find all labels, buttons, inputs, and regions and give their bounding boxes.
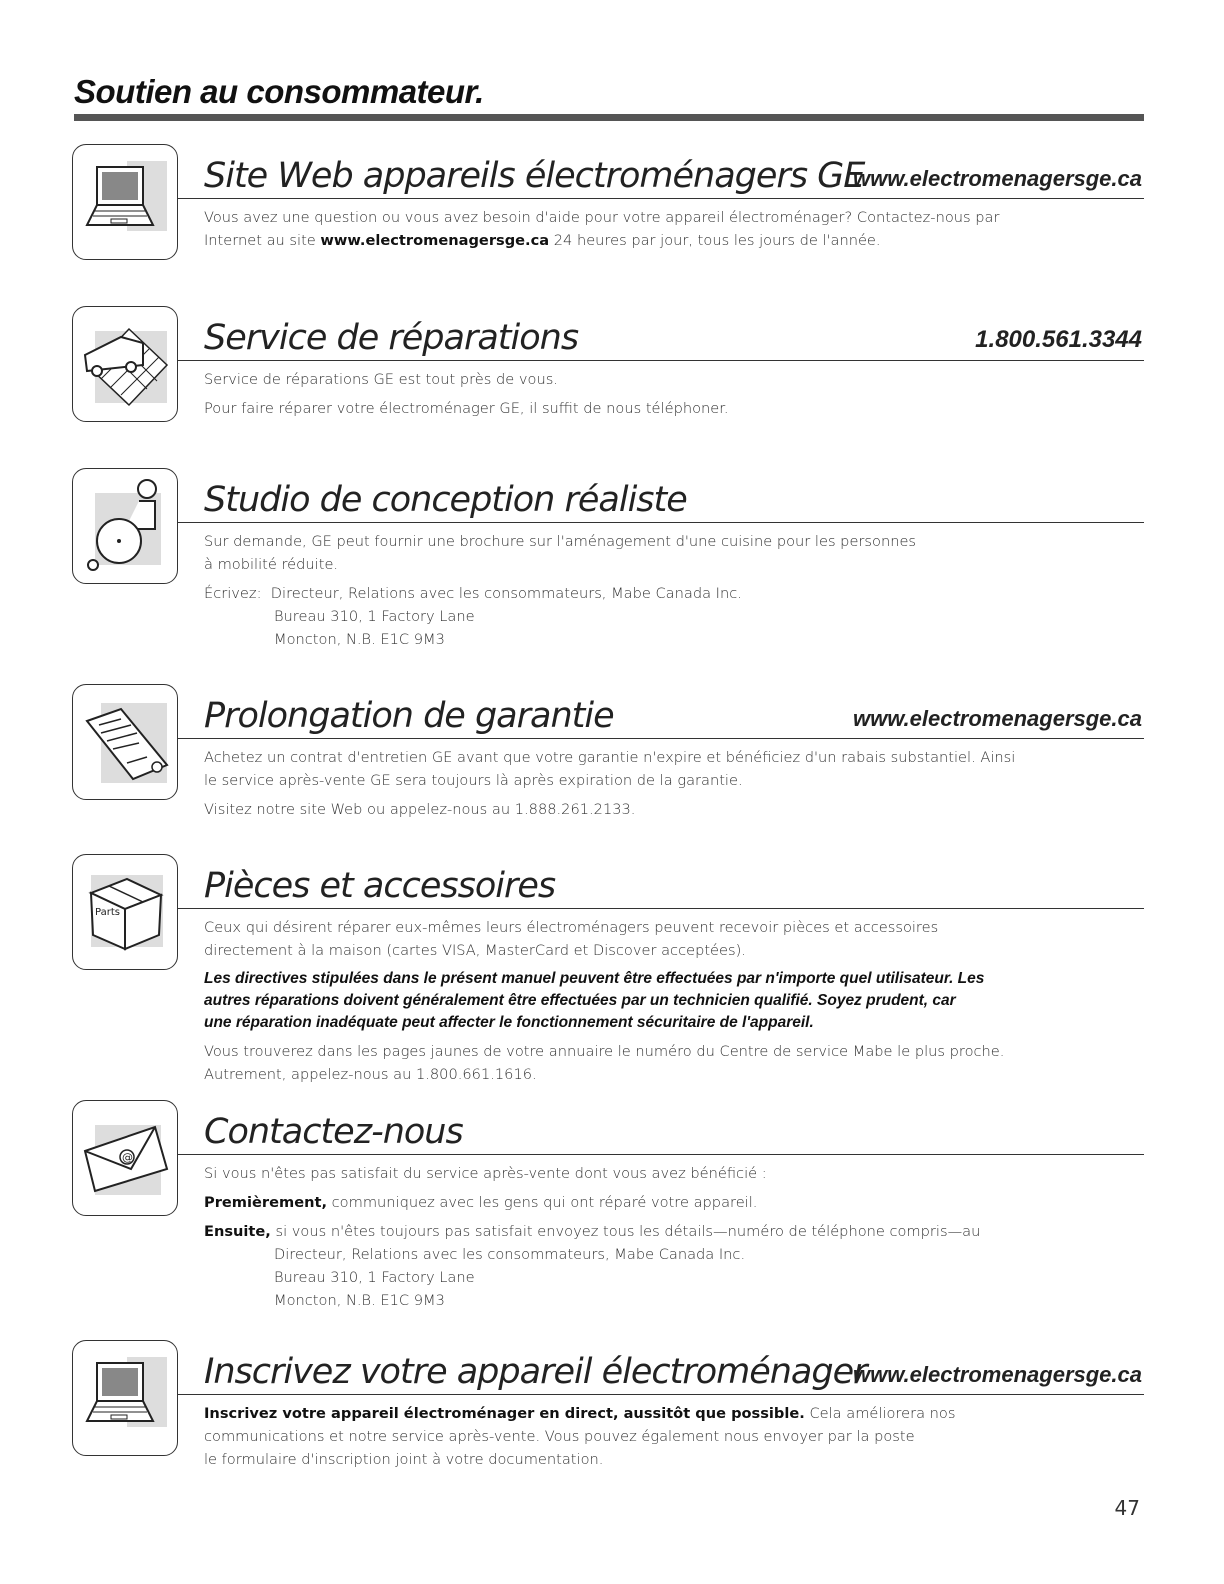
address-line: Bureau 310, 1 Factory Lane [274,1269,475,1286]
body-line [204,1402,1144,1425]
page-title: Soutien au consommateur. [74,73,484,110]
wheelchair-icon [81,479,169,573]
section-body [204,916,1144,1092]
certificate-icon-box [72,684,178,800]
svg-text:@: @ [122,1151,133,1164]
certificate-icon [81,695,169,789]
envelope-icon [81,1111,169,1205]
section-head [178,468,1144,523]
section-body [204,206,1144,258]
service-van-icon [81,317,169,411]
body-line: Achetez un contrat d'entretien GE avant que votre garantie n'expire et bénéficiez d'un rabais substantiel. Ainsi [204,749,1016,766]
parts-label: Parts [95,907,120,918]
section-body [204,1402,1144,1471]
parts-box-icon-box [72,854,178,970]
address-line [204,582,1144,605]
website-link[interactable]: www.electromenagersge.ca [853,1362,1142,1387]
address-line: Directeur, Relations avec les consommateurs, Mabe Canada Inc. [274,1246,746,1263]
section-title: Prolongation de garantie [204,696,614,736]
body-line: Autrement, appelez-nous au 1.800.661.1616. [204,1066,537,1083]
then-label: Ensuite, [204,1223,271,1240]
laptop-icon-box [72,1340,178,1456]
text: communiquez avec les gens qui ont réparé votre appareil. [331,1194,758,1211]
body-line: directement à la maison (cartes VISA, MasterCard et Discover acceptées). [204,942,746,959]
body-line: le formulaire d'inscription joint à votre documentation. [204,1451,604,1468]
section-website [72,144,1144,264]
write-label: Écrivez: [204,585,262,602]
body-line: Ceux qui désirent réparer eux-mêmes leurs électroménagers peuvent recevoir pièces et accessoires [204,919,939,936]
section-contact [72,1100,1144,1310]
bold-lead: Inscrivez votre appareil électroménager en direct, aussitôt que possible. [204,1405,805,1422]
body-line [204,229,1144,252]
section-body [204,368,1144,426]
page-header [74,72,1144,121]
parts-box-icon [81,865,169,959]
warning-line: Les directives stipulées dans le présent manuel peuvent être effectuées par n'importe quel utilisateur. Les [204,970,985,987]
text: Cela améliorera nos [809,1405,956,1422]
body-line: Si vous n'êtes pas satisfait du service après-vente dont vous avez bénéficié : [204,1165,767,1182]
body-line: Service de réparations GE est tout près de vous. [204,371,558,388]
laptop-icon [81,1351,169,1445]
section-title: Studio de conception réaliste [204,480,687,520]
section-head [178,144,1144,199]
section-head [178,854,1144,909]
body-line: à mobilité réduite. [204,556,339,573]
section-head [178,1100,1144,1155]
warning-line: une réparation inadéquate peut affecter le fonctionnement sécuritaire de l'appareil. [204,1014,814,1031]
text: si vous n'êtes toujours pas satisfait envoyez tous les détails—numéro de téléphone compris—au [275,1223,981,1240]
section-title: Contactez-nous [204,1112,463,1152]
safety-warning [204,968,1144,1034]
body-line [204,1191,1144,1214]
website-link[interactable]: www.electromenagersge.ca [853,706,1142,731]
laptop-icon-box [72,144,178,260]
text: 24 heures par jour, tous les jours de l'année. [553,232,881,249]
section-title: Site Web appareils électroménagers GE [204,156,865,196]
body-line: Sur demande, GE peut fournir une brochure sur l'aménagement d'une cuisine pour les personnes [204,533,917,550]
address: Directeur, Relations avec les consommateurs, Mabe Canada Inc. [270,585,742,602]
section-body [204,530,1144,651]
section-title: Inscrivez votre appareil électroménager [204,1352,867,1392]
body-line: Visitez notre site Web ou appelez-nous au 1.888.261.2133. [204,801,636,818]
website-link[interactable]: www.electromenagersge.ca [320,232,550,249]
phone-number: 1.800.561.3344 [975,326,1142,353]
section-head [178,1340,1144,1395]
section-body [204,1162,1144,1312]
wheelchair-icon-box [72,468,178,584]
address-line: Bureau 310, 1 Factory Lane [274,608,475,625]
page-number: 47 [1114,1496,1140,1520]
section-body [204,746,1144,827]
body-line [204,1220,1144,1243]
body-line: Pour faire réparer votre électroménager GE, il suffit de nous téléphoner. [204,400,729,417]
address-line: Moncton, N.B. E1C 9M3 [274,631,445,648]
website-link[interactable]: www.electromenagersge.ca [853,166,1142,191]
section-warranty [72,684,1144,824]
section-head [178,306,1144,361]
body-line: le service après-vente GE sera toujours là après expiration de la garantie. [204,772,743,789]
section-title: Service de réparations [204,318,579,358]
body-line: Vous trouverez dans les pages jaunes de votre annuaire le numéro du Centre de service Mabe le plus proche. [204,1043,1005,1060]
body-line: communications et notre service après-vente. Vous pouvez également nous envoyer par la poste [204,1428,915,1445]
first-label: Premièrement, [204,1194,328,1211]
text: Internet au site [204,232,316,249]
address-line: Moncton, N.B. E1C 9M3 [274,1292,445,1309]
section-repair [72,306,1144,426]
header-rule [74,114,1144,121]
laptop-icon [81,155,169,249]
section-register [72,1340,1144,1480]
body-line: Vous avez une question ou vous avez besoin d'aide pour votre appareil électroménager? Contactez-nous par [204,209,1000,226]
section-title: Pièces et accessoires [204,866,556,906]
warning-line: autres réparations doivent généralement être effectuées par un technicien qualifié. Soyez prudent, car [204,992,956,1009]
section-studio [72,468,1144,648]
section-parts [72,854,1144,1084]
envelope-icon-box [72,1100,178,1216]
van-icon-box [72,306,178,422]
section-head [178,684,1144,739]
